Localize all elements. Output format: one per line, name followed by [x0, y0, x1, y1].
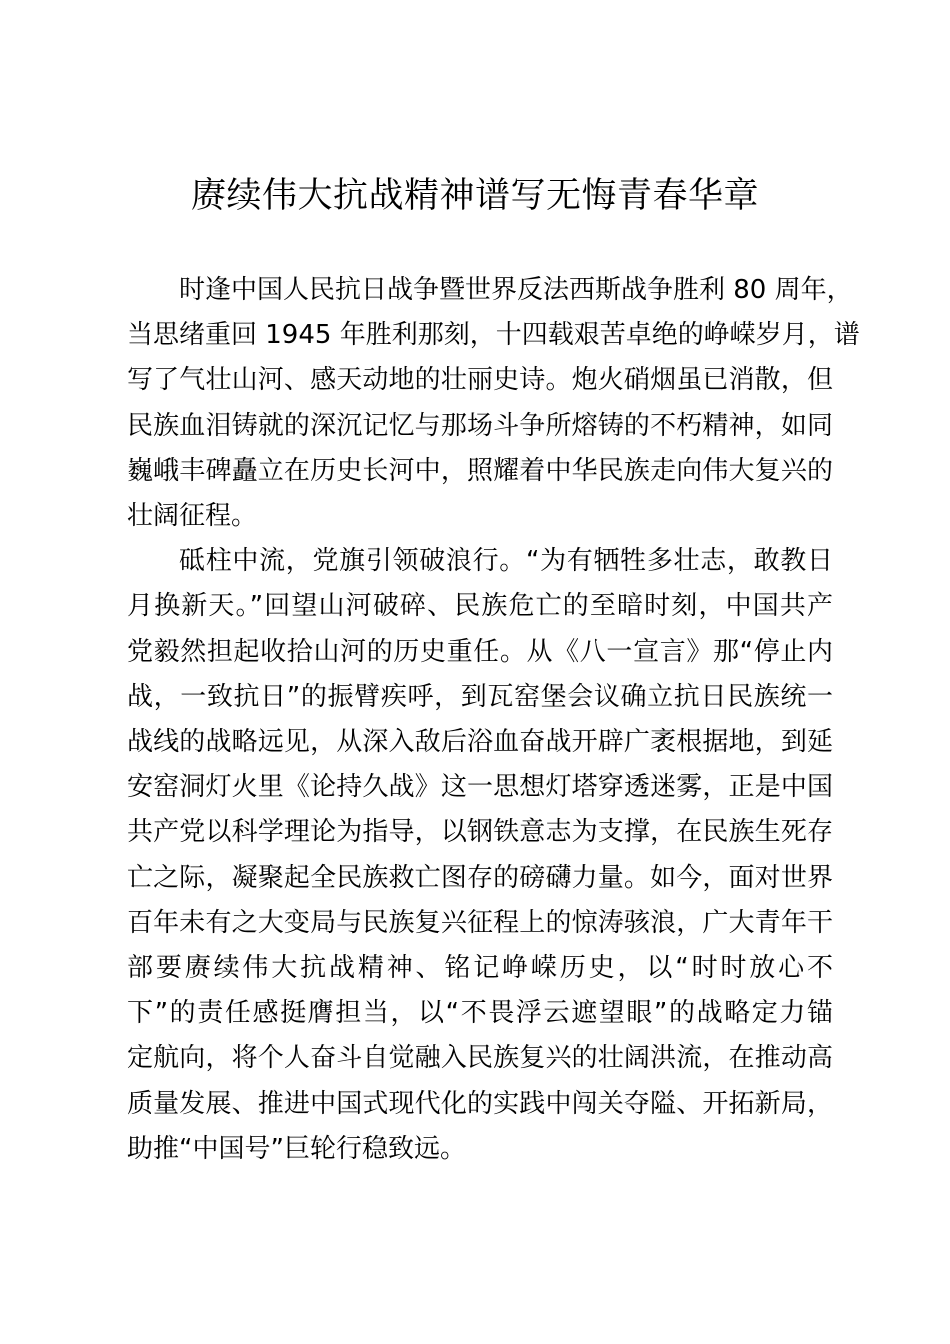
document-title: 赓续伟大抗战精神谱写无悔青春华章: [190, 176, 759, 216]
document-body: [127, 268, 860, 1172]
paragraph-1: [127, 268, 860, 539]
paragraph-2: [127, 539, 833, 1172]
paragraph-line: 写了气壮山河、感天动地的壮丽史诗。炮火硝烟虽已消散，但: [127, 365, 833, 396]
paragraph-line: 月换新天。”回望山河破碎、民族危亡的至暗时刻，中国共产: [127, 591, 833, 622]
paragraph-line: 时逢中国人民抗日战争暨世界反法西斯战争胜利 80 周年，: [179, 275, 853, 305]
paragraph-line: 壮阔征程。: [127, 501, 258, 532]
paragraph-line: 战，一致抗日”的振臂疾呼，到瓦窑堡会议确立抗日民族统一: [127, 681, 833, 712]
paragraph-line: 百年未有之大变局与民族复兴征程上的惊涛骇浪，广大青年干: [127, 907, 833, 938]
paragraph-line: 质量发展、推进中国式现代化的实践中闯关夺隘、开拓新局，: [127, 1088, 833, 1119]
paragraph-line: 共产党以科学理论为指导，以钢铁意志为支撑，在民族生死存: [127, 817, 833, 848]
paragraph-line: 党毅然担起收拾山河的历史重任。从《八一宣言》那“停止内: [127, 636, 833, 667]
paragraph-line: 下”的责任感挺膺担当，以“不畏浮云遮望眼”的战略定力锚: [127, 998, 833, 1029]
paragraph-line: 助推“中国号”巨轮行稳致远。: [127, 1133, 466, 1164]
paragraph-line: 当思绪重回 1945 年胜利那刻，十四载艰苦卓绝的峥嵘岁月，谱: [127, 320, 860, 351]
paragraph-line: 亡之际，凝聚起全民族救亡图存的磅礴力量。如今，面对世界: [127, 862, 833, 893]
paragraph-line: 安窑洞灯火里《论持久战》这一思想灯塔穿透迷雾，正是中国: [127, 772, 833, 803]
paragraph-line: 巍峨丰碑矗立在历史长河中，照耀着中华民族走向伟大复兴的: [127, 455, 833, 486]
paragraph-line: 定航向，将个人奋斗自觉融入民族复兴的壮阔洪流，在推动高: [127, 1043, 833, 1074]
paragraph-line: 民族血泪铸就的深沉记忆与那场斗争所熔铸的不朽精神，如同: [127, 410, 833, 441]
paragraph-line: 砥柱中流，党旗引领破浪行。“为有牺牲多壮志，敢教日: [179, 546, 833, 577]
paragraph-line: 战线的战略远见，从深入敌后浴血奋战开辟广袤根据地，到延: [127, 727, 833, 758]
paragraph-line: 部要赓续伟大抗战精神、铭记峥嵘历史，以“时时放心不: [127, 953, 833, 984]
